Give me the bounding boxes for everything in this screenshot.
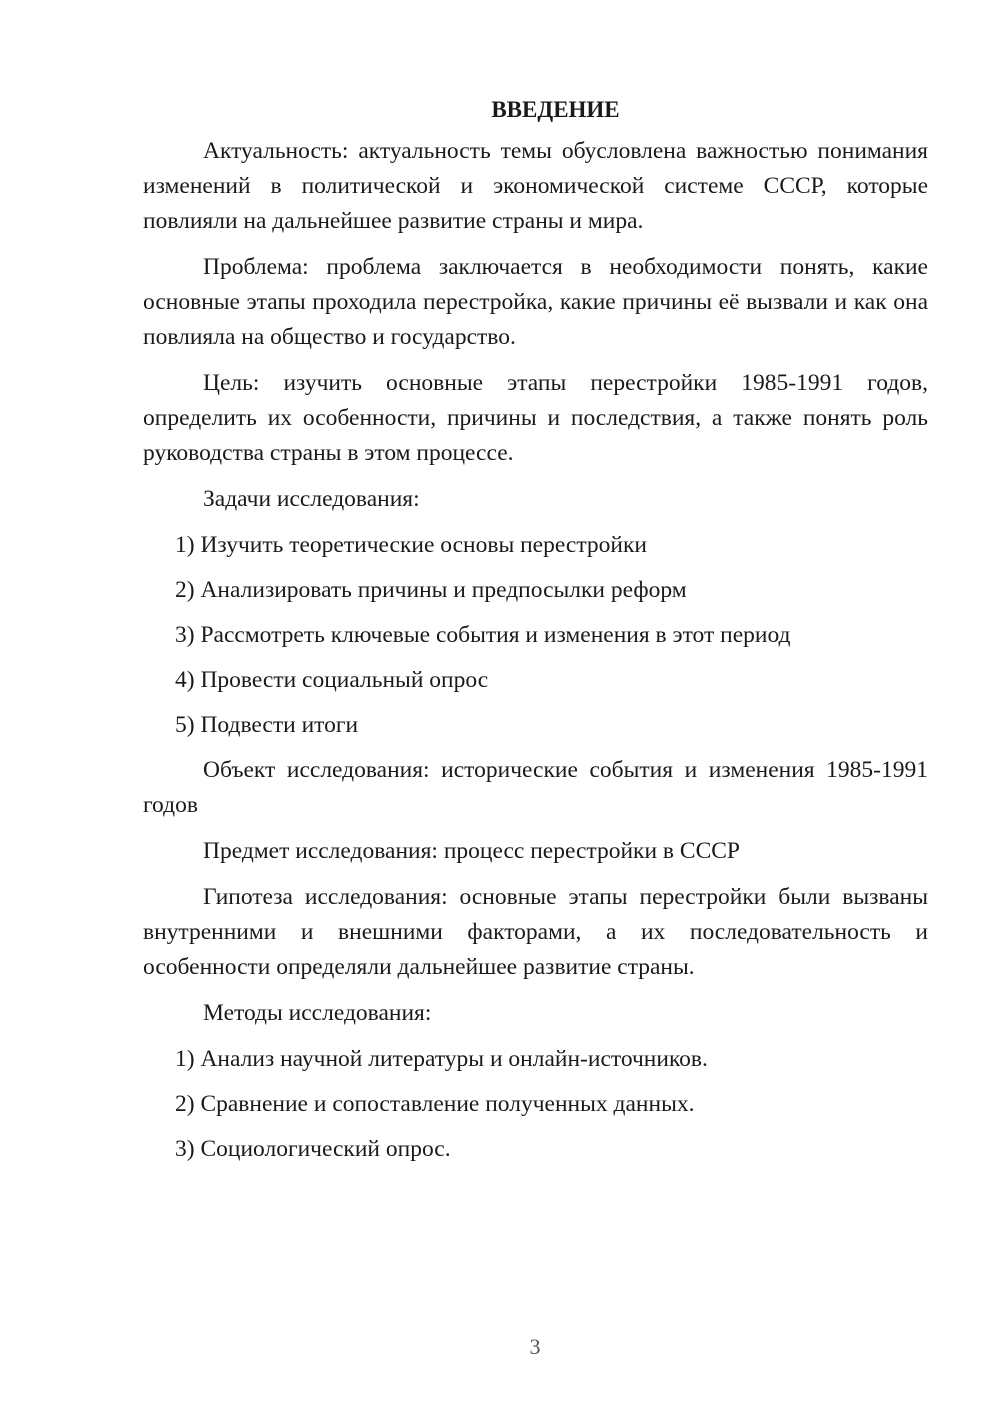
relevance-paragraph: Актуальность: актуальность темы обусловлена важностью понимания изменений в политической и экономической системе СССР, которые повлияли на дальнейшее развитие страны и мира.	[143, 138, 928, 234]
page-content	[143, 93, 928, 1177]
problem-paragraph: Проблема: проблема заключается в необходимости понять, какие основные этапы проходила перестройка, какие причины её вызвали и как она повлияла на общество и государство.	[143, 254, 928, 350]
task-item: 4) Провести социальный опрос	[175, 667, 489, 693]
object-paragraph: Объект исследования: исторические события и изменения 1985-1991 годов	[143, 757, 928, 818]
method-item: 3) Социологический опрос.	[175, 1136, 451, 1162]
hypothesis-paragraph: Гипотеза исследования: основные этапы перестройки были вызваны внутренними и внешними факторами, а их последовательность и особенности определяли дальнейшее развитие страны.	[143, 884, 928, 980]
goal-paragraph: Цель: изучить основные этапы перестройки 1985-1991 годов, определить их особенности, причины и последствия, а также понять роль руководства страны в этом процессе.	[143, 370, 928, 466]
task-item: 1) Изучить теоретические основы перестройки	[175, 532, 647, 558]
page-title: ВВЕДЕНИЕ	[491, 97, 620, 122]
methods-heading: Методы исследования:	[203, 1000, 432, 1026]
page-number: 3	[529, 1334, 541, 1359]
task-item: 3) Рассмотреть ключевые события и изменения в этот период	[175, 622, 791, 648]
task-item: 2) Анализировать причины и предпосылки реформ	[175, 577, 687, 603]
method-item: 1) Анализ научной литературы и онлайн-источников.	[175, 1046, 708, 1072]
task-item: 5) Подвести итоги	[175, 712, 359, 738]
subject-paragraph: Предмет исследования: процесс перестройки в СССР	[203, 838, 740, 864]
method-item: 2) Сравнение и сопоставление полученных данных.	[175, 1091, 695, 1117]
tasks-heading: Задачи исследования:	[203, 486, 420, 512]
